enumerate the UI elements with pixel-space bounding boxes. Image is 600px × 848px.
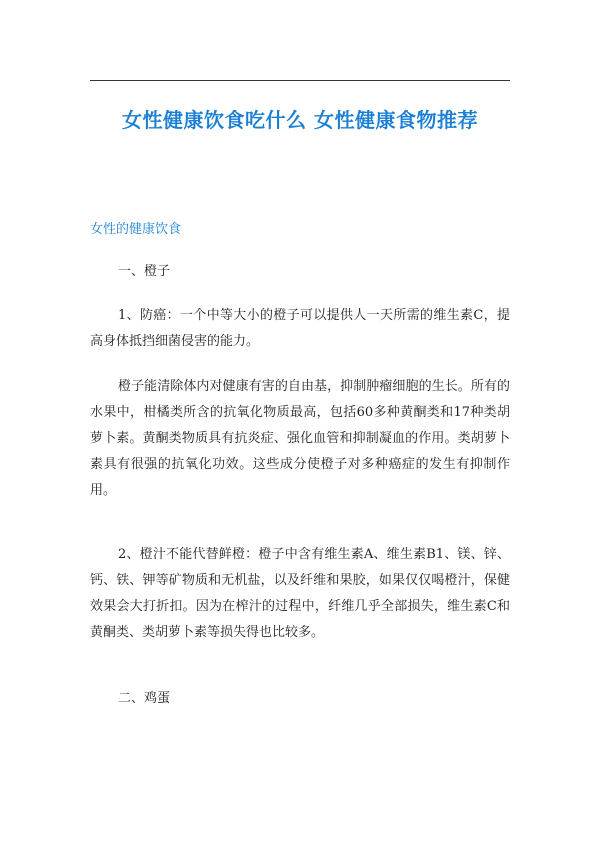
section-heading: 女性的健康饮食	[90, 222, 182, 237]
paragraph-antioxidants: 橙子能清除体内对健康有害的自由基，抑制肿瘤细胞的生长。所有的水果中，柑橘类所含的抗氧化物质最高，包括60多种黄酮类和17种类胡萝卜素。黄酮类物质具有抗炎症、强化血管和抑制凝血的作用。类胡萝卜素具有很强的抗氧化功效。这些成分使橙子对多种癌症的发生有抑制作用。	[90, 379, 510, 498]
paragraph-juice-vs-fresh: 2、橙汁不能代替鲜橙：橙子中含有维生素A、维生素B1、镁、锌、钙、铁、钾等矿物质和无机盐，以及纤维和果胶，如果仅仅喝橙汁，保健效果会大打折扣。因为在榨汁的过程中，纤维几乎全部损失，维生素C和黄酮类、类胡萝卜素等损失得也比较多。	[90, 547, 510, 640]
document-title: 女性健康饮食吃什么 女性健康食物推荐	[122, 108, 478, 132]
heading-orange: 一、橙子	[118, 264, 171, 279]
header-rule	[90, 80, 510, 81]
paragraph-cancer-prevention: 1、防癌：一个中等大小的橙子可以提供人一天所需的维生素C，提高身体抵挡细菌侵害的能力。	[90, 308, 510, 349]
heading-egg: 二、鸡蛋	[118, 691, 171, 706]
